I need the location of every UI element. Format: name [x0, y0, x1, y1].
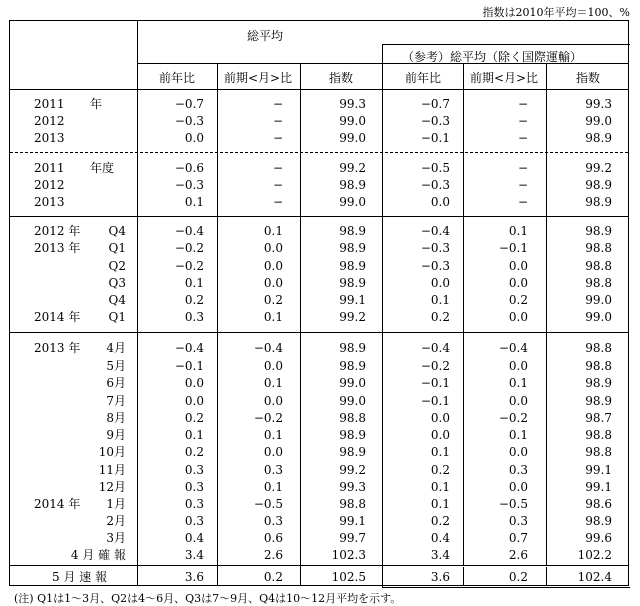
cell-value: 98.8	[585, 341, 612, 355]
row-year-label: 2012	[34, 114, 65, 128]
cell-value: 0.1	[430, 480, 450, 494]
cell-value: 99.0	[339, 376, 366, 390]
row-year-label: 2014 年	[34, 497, 81, 511]
row-period-label: 6月	[106, 376, 126, 390]
cell-value: 0.0	[263, 276, 283, 290]
group-header-reference: （参考）総平均（除く国際運輸）	[402, 50, 583, 64]
cell-value: 0.2	[430, 514, 450, 528]
cell-value: −	[272, 114, 283, 128]
row-year-label: 2014 年	[34, 310, 81, 324]
cell-value: 99.0	[339, 114, 366, 128]
col-header: 前年比	[158, 71, 196, 85]
final-cell-value: 102.4	[577, 570, 612, 584]
cell-value: 0.2	[184, 411, 204, 425]
price-index-table	[9, 20, 629, 586]
cell-value: −0.2	[253, 411, 283, 425]
cell-value: 98.6	[585, 497, 612, 511]
cell-value: 98.9	[585, 195, 612, 209]
cell-value: 0.0	[263, 259, 283, 273]
group-header-overall: 総平均	[247, 29, 284, 43]
cell-value: −	[517, 178, 528, 192]
final-cell-value: 3.6	[430, 570, 450, 584]
cell-value: −0.1	[420, 376, 450, 390]
cell-value: −0.3	[420, 241, 450, 255]
cell-value: 0.1	[263, 480, 283, 494]
cell-value: 98.9	[339, 259, 366, 273]
cell-value: −0.4	[420, 224, 450, 238]
cell-value: 0.1	[430, 293, 450, 307]
cell-value: −0.2	[174, 259, 204, 273]
cell-value: 0.0	[508, 359, 528, 373]
row-unit-label: 年	[90, 97, 103, 111]
cell-value: 99.2	[585, 161, 612, 175]
cell-value: −	[272, 131, 283, 145]
cell-value: 0.3	[263, 514, 283, 528]
cell-value: 98.8	[585, 445, 612, 459]
row-period-label: 11月	[98, 463, 126, 477]
cell-value: 0.1	[263, 376, 283, 390]
row-year-label: 2013	[34, 131, 65, 145]
cell-value: 0.4	[184, 531, 204, 545]
cell-value: 98.9	[339, 241, 366, 255]
cell-value: 0.0	[184, 376, 204, 390]
cell-value: 98.8	[585, 359, 612, 373]
cell-value: −	[517, 131, 528, 145]
cell-value: −	[272, 178, 283, 192]
cell-value: 0.6	[263, 531, 283, 545]
cell-value: 99.1	[585, 463, 612, 477]
cell-value: 0.1	[430, 497, 450, 511]
row-period-label: 8月	[106, 411, 126, 425]
col-header: 前期<月>比	[223, 71, 293, 85]
unit-note: 指数は2010年平均＝100、%	[482, 6, 630, 19]
cell-value: 0.0	[263, 394, 283, 408]
cell-value: 99.3	[339, 97, 366, 111]
row-period-label: 5月	[106, 359, 126, 373]
row-period-label: 4月	[106, 341, 126, 355]
col-header: 指数	[575, 71, 601, 85]
cell-value: 0.1	[263, 428, 283, 442]
cell-value: 99.1	[339, 293, 366, 307]
cell-value: 0.3	[263, 463, 283, 477]
cell-value: 98.8	[585, 428, 612, 442]
cell-value: 99.0	[339, 195, 366, 209]
row-year-label: 2012 年	[34, 224, 81, 238]
final-cell-value: 102.5	[331, 570, 366, 584]
row-year-label: 2012	[34, 178, 65, 192]
cell-value: 0.0	[508, 394, 528, 408]
col-divider-1	[217, 63, 218, 585]
cell-value: 99.6	[585, 531, 612, 545]
cell-value: −0.5	[420, 161, 450, 175]
cell-value: 0.2	[184, 445, 204, 459]
cell-value: −0.1	[420, 394, 450, 408]
cell-value: −0.3	[420, 178, 450, 192]
cell-value: 0.0	[508, 480, 528, 494]
cell-value: 0.3	[508, 463, 528, 477]
row-period-label: Q4	[108, 293, 126, 307]
final-cell-value: 0.2	[263, 570, 283, 584]
cell-value: 0.7	[508, 531, 528, 545]
cell-value: 0.1	[184, 276, 204, 290]
cell-value: 0.3	[508, 514, 528, 528]
cell-value: 0.2	[184, 293, 204, 307]
cell-value: 0.2	[430, 310, 450, 324]
cell-value: 99.7	[339, 531, 366, 545]
cell-value: −0.3	[174, 178, 204, 192]
cell-value: 98.8	[585, 241, 612, 255]
cell-value: −0.2	[498, 411, 528, 425]
cell-value: −	[517, 161, 528, 175]
cell-value: 98.9	[339, 428, 366, 442]
cell-value: −0.2	[174, 241, 204, 255]
cell-value: 0.3	[184, 514, 204, 528]
row-period-label: 4 月 確 報	[70, 548, 126, 562]
cell-value: 98.9	[585, 224, 612, 238]
row-period-label: 3月	[106, 531, 126, 545]
cell-value: 0.2	[508, 293, 528, 307]
cell-value: −0.1	[498, 241, 528, 255]
row-year-label: 2013 年	[34, 241, 81, 255]
cell-value: 98.8	[585, 276, 612, 290]
cell-value: 0.1	[508, 428, 528, 442]
cell-value: 0.0	[508, 259, 528, 273]
cell-value: 0.1	[263, 224, 283, 238]
cell-value: −	[272, 161, 283, 175]
cell-value: 0.0	[430, 276, 450, 290]
row-period-label: Q4	[108, 224, 126, 238]
cell-value: −0.3	[420, 114, 450, 128]
cell-value: 0.1	[508, 224, 528, 238]
cell-value: 99.3	[585, 97, 612, 111]
cell-value: 99.1	[585, 480, 612, 494]
cell-value: 0.1	[508, 376, 528, 390]
cell-value: −0.4	[253, 341, 283, 355]
cell-value: −0.7	[174, 97, 204, 111]
row-period-label: Q2	[108, 259, 126, 273]
cell-value: 0.0	[430, 428, 450, 442]
row-year-label: 2013 年	[34, 341, 81, 355]
row-period-label: 10月	[98, 445, 126, 459]
cell-value: −	[272, 97, 283, 111]
cell-value: 0.1	[184, 428, 204, 442]
row-period-label: 7月	[106, 394, 126, 408]
cell-value: −0.3	[174, 114, 204, 128]
cell-value: 0.0	[430, 411, 450, 425]
final-cell-value: 3.6	[184, 570, 204, 584]
cell-value: 0.4	[430, 531, 450, 545]
row-period-label: Q3	[108, 276, 126, 290]
cell-value: 98.9	[339, 224, 366, 238]
cell-value: 0.0	[184, 131, 204, 145]
cell-value: 0.0	[508, 445, 528, 459]
cell-value: −0.5	[498, 497, 528, 511]
cell-value: −0.2	[420, 359, 450, 373]
cell-value: −0.4	[498, 341, 528, 355]
final-row-label: 5 月 速 報	[52, 570, 108, 584]
cell-value: 0.1	[184, 195, 204, 209]
cell-value: 0.0	[263, 359, 283, 373]
cell-value: 0.0	[263, 445, 283, 459]
row-period-label: Q1	[108, 310, 126, 324]
cell-value: 99.2	[339, 161, 366, 175]
cell-value: −0.4	[420, 341, 450, 355]
cell-value: 99.2	[339, 463, 366, 477]
cell-value: 2.6	[508, 548, 528, 562]
cell-value: 99.2	[339, 310, 366, 324]
final-cell-value: 0.2	[508, 570, 528, 584]
cell-value: 0.0	[430, 195, 450, 209]
footnote: (注) Q1は1～3月、Q2は4～6月、Q3は7～9月、Q4は10～12月平均を示す。	[14, 592, 402, 605]
cell-value: −0.3	[420, 259, 450, 273]
cell-value: −0.6	[174, 161, 204, 175]
cell-value: 98.8	[339, 497, 366, 511]
cell-value: 0.3	[184, 310, 204, 324]
cell-value: −	[517, 97, 528, 111]
cell-value: 2.6	[263, 548, 283, 562]
row-period-label: 9月	[106, 428, 126, 442]
cell-value: 0.2	[263, 293, 283, 307]
row-unit-label: 年度	[90, 161, 115, 175]
cell-value: 98.9	[339, 445, 366, 459]
cell-value: 99.0	[585, 310, 612, 324]
row-period-label: Q1	[108, 241, 126, 255]
cell-value: −	[517, 195, 528, 209]
cell-value: −0.1	[420, 131, 450, 145]
cell-value: −0.1	[174, 359, 204, 373]
cell-value: 102.2	[577, 548, 612, 562]
cell-value: 98.9	[585, 394, 612, 408]
cell-value: 0.1	[430, 445, 450, 459]
cell-value: 99.3	[339, 480, 366, 494]
cell-value: 99.0	[339, 131, 366, 145]
cell-value: 98.9	[585, 514, 612, 528]
cell-value: 102.3	[331, 548, 366, 562]
cell-value: −	[272, 195, 283, 209]
cell-value: −	[517, 114, 528, 128]
cell-value: 98.8	[339, 411, 366, 425]
cell-value: 0.0	[263, 241, 283, 255]
cell-value: 0.3	[184, 480, 204, 494]
cell-value: 98.9	[339, 359, 366, 373]
cell-value: −0.7	[420, 97, 450, 111]
cell-value: 99.0	[585, 114, 612, 128]
cell-value: 98.9	[339, 341, 366, 355]
cell-value: 0.3	[184, 463, 204, 477]
cell-value: 98.9	[339, 276, 366, 290]
row-year-label: 2013	[34, 195, 65, 209]
cell-value: 98.8	[585, 259, 612, 273]
col-divider-label	[137, 21, 138, 585]
cell-value: 98.9	[585, 178, 612, 192]
row-period-label: 1月	[106, 497, 126, 511]
col-header: 前年比	[404, 71, 442, 85]
col-header: 前期<月>比	[469, 71, 539, 85]
row-period-label: 2月	[106, 514, 126, 528]
cell-value: −0.4	[174, 341, 204, 355]
cell-value: 0.0	[508, 310, 528, 324]
cell-value: 3.4	[430, 548, 450, 562]
cell-value: −0.4	[174, 224, 204, 238]
cell-value: 0.1	[263, 310, 283, 324]
cell-value: 98.7	[585, 411, 612, 425]
cell-value: 0.2	[430, 463, 450, 477]
col-divider-2	[300, 63, 301, 585]
row-year-label: 2011	[34, 97, 65, 111]
cell-value: 98.9	[585, 131, 612, 145]
cell-value: 0.0	[184, 394, 204, 408]
col-header: 指数	[328, 71, 354, 85]
cell-value: 0.3	[184, 497, 204, 511]
cell-value: 98.9	[585, 376, 612, 390]
cell-value: 99.1	[339, 514, 366, 528]
row-period-label: 12月	[98, 480, 126, 494]
cell-value: −0.5	[253, 497, 283, 511]
cell-value: 0.0	[508, 276, 528, 290]
cell-value: 99.0	[585, 293, 612, 307]
cell-value: 3.4	[184, 548, 204, 562]
row-year-label: 2011	[34, 161, 65, 175]
cell-value: 98.9	[339, 178, 366, 192]
cell-value: 99.0	[339, 394, 366, 408]
